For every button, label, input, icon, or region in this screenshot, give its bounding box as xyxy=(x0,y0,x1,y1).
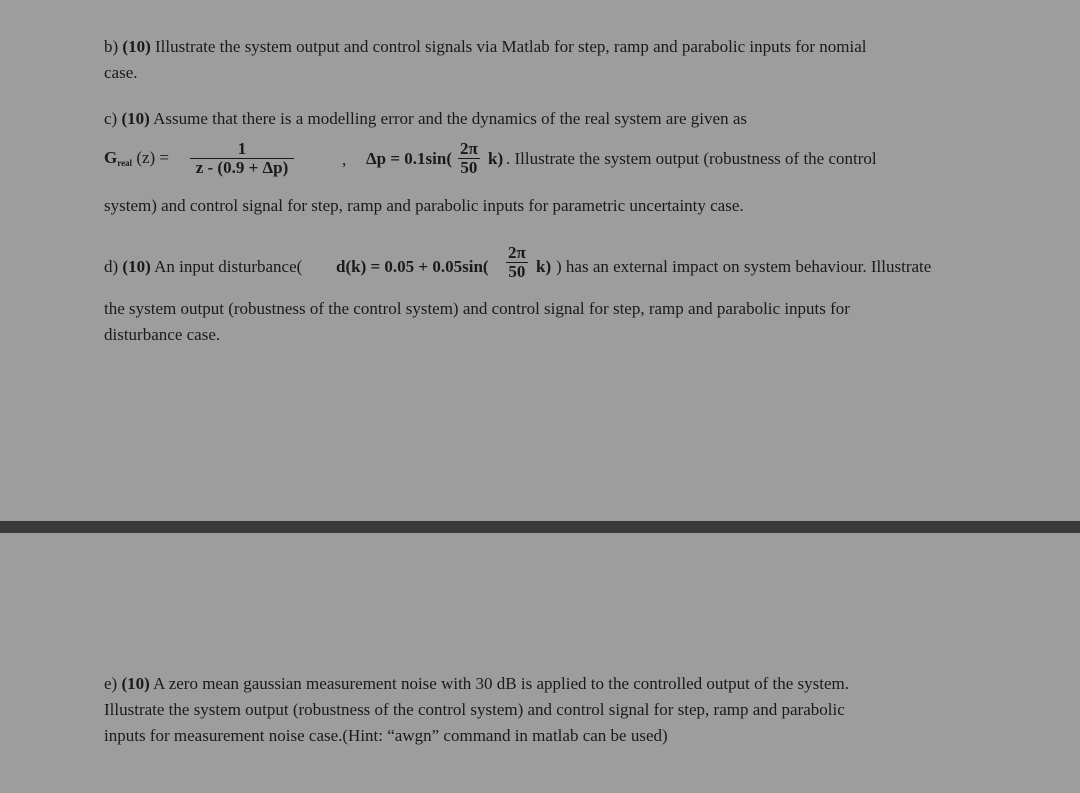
part-c-intro-text: Assume that there is a modelling error and the dynamics of the real system are given as xyxy=(153,109,747,128)
dp-suffix: k) xyxy=(488,149,504,168)
part-e-text1: A zero mean gaussian measurement noise with 30 dB is applied to the controlled output of the system. xyxy=(153,674,850,693)
g-denominator: z - (0.9 + Δp) xyxy=(195,158,289,177)
dp-prefix: Δp = 0.1sin( xyxy=(366,149,453,168)
g-fraction xyxy=(190,140,294,177)
part-d-eq-prefix: d(k) = 0.05 + 0.05sin( xyxy=(336,257,489,276)
part-d-frac-num: 2π xyxy=(508,243,526,262)
part-e-line1 xyxy=(104,671,984,697)
part-d-start xyxy=(104,254,302,280)
part-d-eq-suffix: k) xyxy=(536,257,552,276)
part-d-post: ) has an external impact on system behaviour. Illustrate xyxy=(556,257,932,276)
part-c-points: (10) xyxy=(121,109,150,128)
part-c-after-eq: . Illustrate the system output (robustness of the control xyxy=(506,149,877,168)
part-b-label: b) xyxy=(104,37,119,56)
part-d-fraction xyxy=(506,244,528,281)
page-divider xyxy=(0,521,1080,533)
dp-frac-num: 2π xyxy=(460,139,478,158)
dp-frac-den: 50 xyxy=(460,158,478,177)
dp-fraction xyxy=(458,140,480,177)
part-d-rest xyxy=(104,296,984,348)
bottom-page xyxy=(0,533,1080,793)
part-b-text1: Illustrate the system output and control signals via Matlab for step, ramp and parabolic inputs for nomial xyxy=(155,37,867,56)
part-d-label: d) xyxy=(104,257,119,276)
part-d-line3: disturbance case. xyxy=(104,325,221,344)
part-e xyxy=(104,671,984,749)
part-c-line3: system) and control signal for step, ramp and parabolic inputs for parametric uncertainty case. xyxy=(104,196,744,215)
eq-comma: , xyxy=(342,150,347,169)
part-c-intro xyxy=(104,106,984,132)
part-d-line1 xyxy=(104,244,984,290)
g-real-symbol xyxy=(104,148,169,168)
part-b-line1 xyxy=(104,34,984,60)
part-b xyxy=(104,34,984,86)
part-e-line3: inputs for measurement noise case.(Hint: “awgn” command in matlab can be used) xyxy=(104,726,668,745)
part-e-label: e) xyxy=(104,674,118,693)
part-c-label: c) xyxy=(104,109,118,128)
part-d-points: (10) xyxy=(122,257,151,276)
g-argument: (z) = xyxy=(136,148,170,167)
g-subscript: real xyxy=(117,158,133,168)
part-b-line2: case. xyxy=(104,63,138,82)
part-c-equation xyxy=(104,140,984,186)
part-e-line2: Illustrate the system output (robustness of the control system) and control signal for step, ramp and parabolic xyxy=(104,700,845,719)
part-d-frac-den: 50 xyxy=(508,262,526,281)
g-symbol: G xyxy=(104,148,118,167)
g-numerator: 1 xyxy=(190,140,294,159)
part-e-points: (10) xyxy=(121,674,150,693)
part-b-points: (10) xyxy=(122,37,151,56)
part-d-line2: the system output (robustness of the control system) and control signal for step, ramp and parabolic inputs for xyxy=(104,299,850,318)
part-d-pre: An input disturbance( xyxy=(154,257,303,276)
